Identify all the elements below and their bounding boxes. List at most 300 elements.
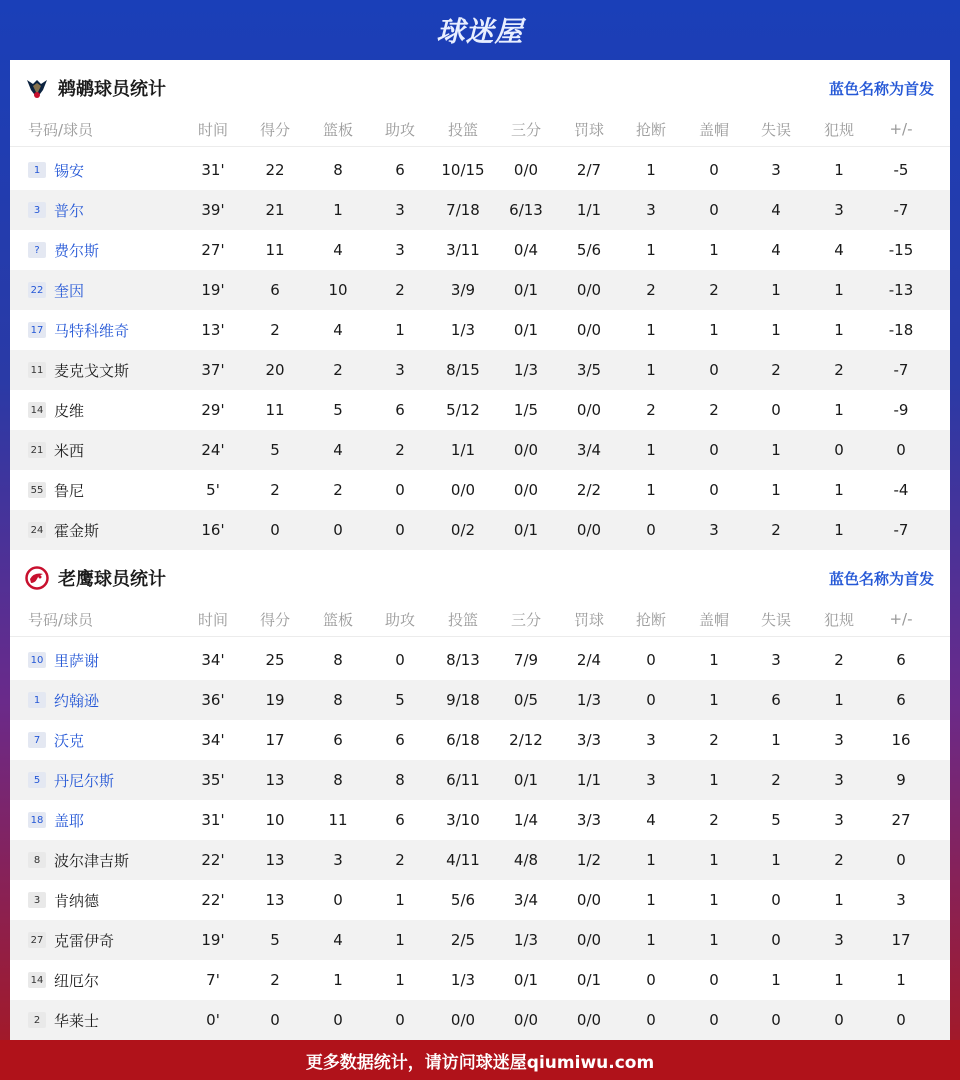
stat-cell: 19 (265, 691, 285, 709)
column-header: 得分 (259, 120, 290, 139)
stat-cell: 1 (771, 971, 781, 989)
stat-cell: 13 (265, 771, 285, 789)
stat-cell: 0 (395, 651, 405, 669)
column-header: 时间 (197, 610, 228, 629)
stat-cell: 16 (891, 731, 911, 749)
stat-cell: 5 (270, 441, 280, 459)
stat-cell: -7 (893, 521, 909, 539)
starter-legend: 蓝色名称为首发 (828, 79, 934, 98)
stat-cell: 1 (771, 851, 781, 869)
player-row[interactable] (10, 470, 950, 510)
stat-cell: 1 (333, 201, 343, 219)
stat-cell: 1/3 (450, 321, 476, 339)
stat-cell: 24' (201, 441, 225, 459)
stat-cell: 1 (709, 771, 719, 789)
stat-cell: 3 (395, 361, 405, 379)
stat-cell: 1/3 (513, 361, 539, 379)
player-name[interactable]: 麦克戈文斯 (54, 361, 130, 380)
stat-cell: 19' (201, 281, 225, 299)
stat-cell: 13 (265, 851, 285, 869)
stat-cell: 3 (771, 651, 781, 669)
stat-cell: 4 (333, 441, 343, 459)
player-row[interactable] (10, 960, 950, 1000)
stat-cell: 0/0 (513, 1011, 539, 1029)
player-row[interactable] (10, 310, 950, 350)
column-header: 助攻 (384, 120, 415, 139)
stat-cell: 0/0 (513, 161, 539, 179)
column-header: 抢断 (635, 610, 666, 629)
stat-cell: 1 (646, 891, 656, 909)
stat-cell: 3/5 (576, 361, 602, 379)
footer-banner[interactable]: 更多数据统计，请访问球迷屋qiumiwu.com (0, 1040, 960, 1080)
stat-cell: 1 (834, 321, 844, 339)
stat-cell: 2 (834, 361, 844, 379)
jersey-number: ? (28, 242, 46, 258)
stat-cell: 1 (646, 441, 656, 459)
player-row[interactable] (10, 510, 950, 550)
stat-cell: 1 (771, 441, 781, 459)
stat-cell: 16' (201, 521, 225, 539)
stat-cell: 2/7 (576, 161, 602, 179)
column-header: 抢断 (635, 120, 666, 139)
stat-cell: 2 (771, 771, 781, 789)
stat-cell: 5 (333, 401, 343, 419)
stat-cell: 0 (896, 1011, 906, 1029)
stat-cell: 0 (771, 401, 781, 419)
stat-cell: 0 (896, 851, 906, 869)
player-name[interactable]: 鲁尼 (54, 481, 85, 500)
stat-cell: 5' (206, 481, 220, 499)
jersey-number: 17 (28, 322, 46, 338)
stat-cell: 6 (896, 651, 906, 669)
player-name[interactable]: 皮维 (54, 401, 85, 420)
stat-cell: 1 (771, 281, 781, 299)
jersey-number: 11 (28, 362, 46, 378)
column-header-row (10, 112, 950, 147)
stat-cell: 6 (771, 691, 781, 709)
stat-cell: 2 (333, 481, 343, 499)
stat-cell: 1 (834, 401, 844, 419)
stat-cell: 6 (395, 731, 405, 749)
stats-panel (10, 60, 950, 1040)
stat-cell: 3/10 (446, 811, 480, 829)
stat-cell: -4 (893, 481, 909, 499)
stat-cell: 2/2 (576, 481, 602, 499)
stat-cell: 0/1 (513, 321, 539, 339)
stat-cell: 1 (646, 321, 656, 339)
stat-cell: 3 (709, 521, 719, 539)
stat-cell: 13 (265, 891, 285, 909)
stat-cell: 21 (265, 201, 285, 219)
stat-cell: 4 (646, 811, 656, 829)
stat-cell: 1/2 (576, 851, 602, 869)
stat-cell: 1 (834, 691, 844, 709)
stat-cell: 35' (201, 771, 225, 789)
stat-cell: 39' (201, 201, 225, 219)
stat-cell: 6 (395, 811, 405, 829)
stat-cell: 27 (891, 811, 911, 829)
stat-cell: 0 (646, 521, 656, 539)
player-row[interactable] (10, 430, 950, 470)
stat-cell: 0/1 (513, 281, 539, 299)
player-row[interactable] (10, 760, 950, 800)
stat-cell: -7 (893, 201, 909, 219)
stat-cell: 2 (834, 851, 844, 869)
stat-cell: 3 (834, 931, 844, 949)
stat-cell: -5 (893, 161, 909, 179)
stat-cell: 3/11 (446, 241, 480, 259)
stat-cell: 5/12 (446, 401, 480, 419)
stat-cell: 2 (333, 361, 343, 379)
stat-cell: 4 (333, 321, 343, 339)
player-name[interactable]: 沃克 (54, 731, 85, 750)
column-header: 失误 (760, 610, 791, 629)
stat-cell: 2/5 (450, 931, 476, 949)
stat-cell: 2 (834, 651, 844, 669)
stat-cell: 8 (333, 651, 343, 669)
stat-cell: 8 (333, 161, 343, 179)
stat-cell: 0 (646, 971, 656, 989)
stat-cell: 0/1 (513, 521, 539, 539)
stat-cell: 2 (395, 851, 405, 869)
team-title: 老鹰球员统计 (58, 569, 166, 590)
player-name[interactable]: 克雷伊奇 (54, 931, 115, 950)
player-row[interactable] (10, 150, 950, 190)
jersey-number: 10 (28, 652, 46, 668)
stat-cell: 0 (771, 931, 781, 949)
column-header: 助攻 (384, 610, 415, 629)
jersey-number: 18 (28, 812, 46, 828)
stat-cell: 2 (270, 481, 280, 499)
jersey-number: 3 (28, 202, 46, 218)
stat-cell: 1 (395, 931, 405, 949)
jersey-number: 8 (28, 852, 46, 868)
stat-cell: 1/3 (450, 971, 476, 989)
stat-cell: 10 (265, 811, 285, 829)
column-header: 投篮 (447, 120, 478, 139)
stat-cell: 2 (646, 281, 656, 299)
column-header: 罚球 (573, 610, 604, 629)
stat-cell: 9 (896, 771, 906, 789)
stat-cell: 1/3 (513, 931, 539, 949)
stat-cell: 3/3 (576, 811, 602, 829)
stat-cell: 11 (265, 401, 285, 419)
stat-cell: 1 (395, 971, 405, 989)
stat-cell: 4 (333, 931, 343, 949)
stat-cell: 3 (834, 771, 844, 789)
stat-cell: 0/1 (513, 771, 539, 789)
stat-cell: 19' (201, 931, 225, 949)
stat-cell: 10/15 (441, 161, 485, 179)
stat-cell: 6 (395, 161, 405, 179)
jersey-number: 14 (28, 402, 46, 418)
stat-cell: 11 (265, 241, 285, 259)
player-row[interactable] (10, 800, 950, 840)
stat-cell: 1 (709, 651, 719, 669)
stat-cell: 1 (646, 361, 656, 379)
stat-cell: 0 (709, 201, 719, 219)
player-name[interactable]: 肯纳德 (54, 891, 100, 910)
stat-cell: 1 (771, 321, 781, 339)
stat-cell: 0/0 (576, 281, 602, 299)
stat-cell: 1 (771, 481, 781, 499)
player-row[interactable] (10, 720, 950, 760)
top-banner (0, 0, 960, 60)
stat-cell: 3 (771, 161, 781, 179)
player-row[interactable] (10, 920, 950, 960)
stat-cell: 4/11 (446, 851, 480, 869)
player-row[interactable] (10, 1000, 950, 1040)
player-row[interactable] (10, 270, 950, 310)
stat-cell: 0/0 (450, 1011, 476, 1029)
column-header: 三分 (510, 610, 541, 629)
player-row[interactable] (10, 640, 950, 680)
player-name[interactable]: 里萨谢 (54, 651, 100, 670)
column-header: 罚球 (573, 120, 604, 139)
stat-cell: 0/0 (576, 931, 602, 949)
stat-cell: 2 (709, 811, 719, 829)
stat-cell: 7' (206, 971, 220, 989)
stat-cell: 1 (709, 891, 719, 909)
stat-cell: 0 (709, 1011, 719, 1029)
stat-cell: 5 (395, 691, 405, 709)
stat-cell: 2 (709, 281, 719, 299)
stat-cell: 0 (709, 441, 719, 459)
stat-cell: 34' (201, 731, 225, 749)
column-header: 投篮 (447, 610, 478, 629)
player-row[interactable] (10, 390, 950, 430)
stat-cell: 1 (834, 281, 844, 299)
stat-cell: 1/3 (576, 691, 602, 709)
stat-cell: 1 (646, 481, 656, 499)
stat-cell: 2 (270, 321, 280, 339)
stat-cell: 0 (709, 361, 719, 379)
stat-cell: 0 (771, 1011, 781, 1029)
player-name[interactable]: 纽厄尔 (54, 971, 100, 990)
stat-cell: 0/1 (576, 971, 602, 989)
player-name[interactable]: 普尔 (54, 201, 85, 220)
team-header (10, 550, 950, 606)
jersey-number: 27 (28, 932, 46, 948)
column-header: 盖帽 (698, 120, 729, 139)
player-name[interactable]: 盖耶 (54, 811, 85, 830)
jersey-number: 2 (28, 1012, 46, 1028)
stat-cell: 0 (709, 481, 719, 499)
player-name[interactable]: 马特科维奇 (54, 321, 130, 340)
column-header: 犯规 (823, 120, 854, 139)
stat-cell: 8/13 (446, 651, 480, 669)
jersey-number: 1 (28, 692, 46, 708)
stat-cell: 1 (709, 851, 719, 869)
player-name[interactable]: 霍金斯 (54, 521, 100, 540)
stat-cell: 1 (709, 241, 719, 259)
stat-cell: 5 (771, 811, 781, 829)
column-header: 号码/球员 (28, 120, 94, 139)
stat-cell: 2 (709, 401, 719, 419)
stat-cell: -7 (893, 361, 909, 379)
stat-cell: 1/4 (513, 811, 539, 829)
jersey-number: 14 (28, 972, 46, 988)
stat-cell: 1 (709, 931, 719, 949)
stat-cell: 0/0 (576, 321, 602, 339)
stat-cell: 7/9 (513, 651, 539, 669)
jersey-number: 24 (28, 522, 46, 538)
player-row[interactable] (10, 190, 950, 230)
stat-cell: 4 (333, 241, 343, 259)
stat-cell: -18 (888, 321, 914, 339)
stat-cell: 2 (395, 281, 405, 299)
stat-cell: 2 (709, 731, 719, 749)
column-header: 三分 (510, 120, 541, 139)
stat-cell: 0 (270, 1011, 280, 1029)
stat-cell: 6 (896, 691, 906, 709)
stat-cell: -15 (888, 241, 914, 259)
stat-cell: 0 (646, 651, 656, 669)
stat-cell: 3/4 (513, 891, 539, 909)
stat-cell: 0 (333, 1011, 343, 1029)
pelican-icon (24, 75, 50, 101)
stat-cell: 1 (896, 971, 906, 989)
jersey-number: 7 (28, 732, 46, 748)
player-name[interactable]: 丹尼尔斯 (54, 771, 115, 790)
stat-cell: 1 (834, 891, 844, 909)
stat-cell: 5/6 (450, 891, 476, 909)
stat-cell: 3 (834, 731, 844, 749)
stat-cell: 37' (201, 361, 225, 379)
stat-cell: 1/1 (576, 201, 602, 219)
stat-cell: 1 (771, 731, 781, 749)
brand-logo: 球迷屋 (436, 15, 524, 48)
stat-cell: 2 (270, 971, 280, 989)
stat-cell: 2/12 (509, 731, 543, 749)
stat-cell: 10 (328, 281, 348, 299)
stat-cell: 13' (201, 321, 225, 339)
stat-cell: 7/18 (446, 201, 480, 219)
stat-cell: 22 (265, 161, 285, 179)
stat-cell: 2 (395, 441, 405, 459)
stat-cell: -9 (893, 401, 909, 419)
stat-cell: 6/18 (446, 731, 480, 749)
stat-cell: 0 (834, 1011, 844, 1029)
stat-cell: 22' (201, 891, 225, 909)
stat-cell: 8 (333, 771, 343, 789)
stat-cell: 3 (834, 201, 844, 219)
player-row[interactable] (10, 350, 950, 390)
stat-cell: 1 (646, 241, 656, 259)
stat-cell: 6/13 (509, 201, 543, 219)
stat-cell: 0/0 (450, 481, 476, 499)
stat-cell: 4/8 (513, 851, 539, 869)
stat-cell: 3/4 (576, 441, 602, 459)
stat-cell: 0/0 (576, 1011, 602, 1029)
player-name[interactable]: 波尔津吉斯 (54, 851, 130, 870)
stat-cell: 3 (395, 241, 405, 259)
stat-cell: 0 (646, 691, 656, 709)
jersey-number: 21 (28, 442, 46, 458)
stat-cell: 6 (395, 401, 405, 419)
stat-cell: 0/0 (513, 481, 539, 499)
stat-cell: 1 (834, 971, 844, 989)
stat-cell: 1 (646, 161, 656, 179)
stat-cell: 1/1 (450, 441, 476, 459)
team-header (10, 60, 950, 116)
stat-cell: 29' (201, 401, 225, 419)
column-header: 盖帽 (698, 610, 729, 629)
stat-cell: 1 (834, 481, 844, 499)
stat-cell: 2 (771, 361, 781, 379)
stat-cell: 17 (891, 931, 911, 949)
column-header-row (10, 602, 950, 637)
stat-cell: 1 (834, 161, 844, 179)
column-header: 失误 (760, 120, 791, 139)
stat-cell: 4 (771, 201, 781, 219)
player-row[interactable] (10, 880, 950, 920)
stat-cell: 0/4 (513, 241, 539, 259)
stat-cell: 0 (395, 521, 405, 539)
column-header: 得分 (259, 610, 290, 629)
player-name[interactable]: 费尔斯 (54, 241, 100, 260)
stat-cell: -13 (888, 281, 914, 299)
stat-cell: 0 (771, 891, 781, 909)
jersey-number: 55 (28, 482, 46, 498)
player-row[interactable] (10, 680, 950, 720)
stat-cell: 31' (201, 811, 225, 829)
stat-cell: 34' (201, 651, 225, 669)
player-name[interactable]: 华莱士 (54, 1011, 100, 1030)
stat-cell: 17 (265, 731, 285, 749)
stat-cell: 3 (646, 201, 656, 219)
stat-cell: 0 (270, 521, 280, 539)
stat-cell: 2 (646, 401, 656, 419)
stat-cell: 5/6 (576, 241, 602, 259)
player-row[interactable] (10, 840, 950, 880)
stat-cell: 11 (328, 811, 348, 829)
stat-cell: 20 (265, 361, 285, 379)
stat-cell: 1 (646, 931, 656, 949)
stat-cell: 0 (834, 441, 844, 459)
player-name[interactable]: 奎因 (54, 281, 85, 300)
stat-cell: 0/2 (450, 521, 476, 539)
jersey-number: 3 (28, 892, 46, 908)
stat-cell: 3 (646, 771, 656, 789)
stat-cell: 6/11 (446, 771, 480, 789)
stat-cell: 1 (709, 321, 719, 339)
player-name[interactable]: 米西 (54, 441, 85, 460)
stat-cell: 6 (270, 281, 280, 299)
stat-cell: 4 (771, 241, 781, 259)
stat-cell: 0 (333, 891, 343, 909)
player-name[interactable]: 锡安 (54, 161, 85, 180)
stat-cell: 6 (333, 731, 343, 749)
jersey-number: 5 (28, 772, 46, 788)
stat-cell: 3 (395, 201, 405, 219)
stat-cell: 0/1 (513, 971, 539, 989)
player-row[interactable] (10, 230, 950, 270)
stat-cell: 3 (896, 891, 906, 909)
stat-cell: 0 (395, 1011, 405, 1029)
stat-cell: 1/1 (576, 771, 602, 789)
stat-cell: 0 (709, 971, 719, 989)
stat-cell: 8 (395, 771, 405, 789)
stat-cell: 8 (333, 691, 343, 709)
stat-cell: 0 (395, 481, 405, 499)
stat-cell: 8/15 (446, 361, 480, 379)
stat-cell: 9/18 (446, 691, 480, 709)
stat-cell: 0 (333, 521, 343, 539)
player-name[interactable]: 约翰逊 (54, 691, 100, 710)
column-header: +/- (889, 610, 913, 628)
column-header: 时间 (197, 120, 228, 139)
